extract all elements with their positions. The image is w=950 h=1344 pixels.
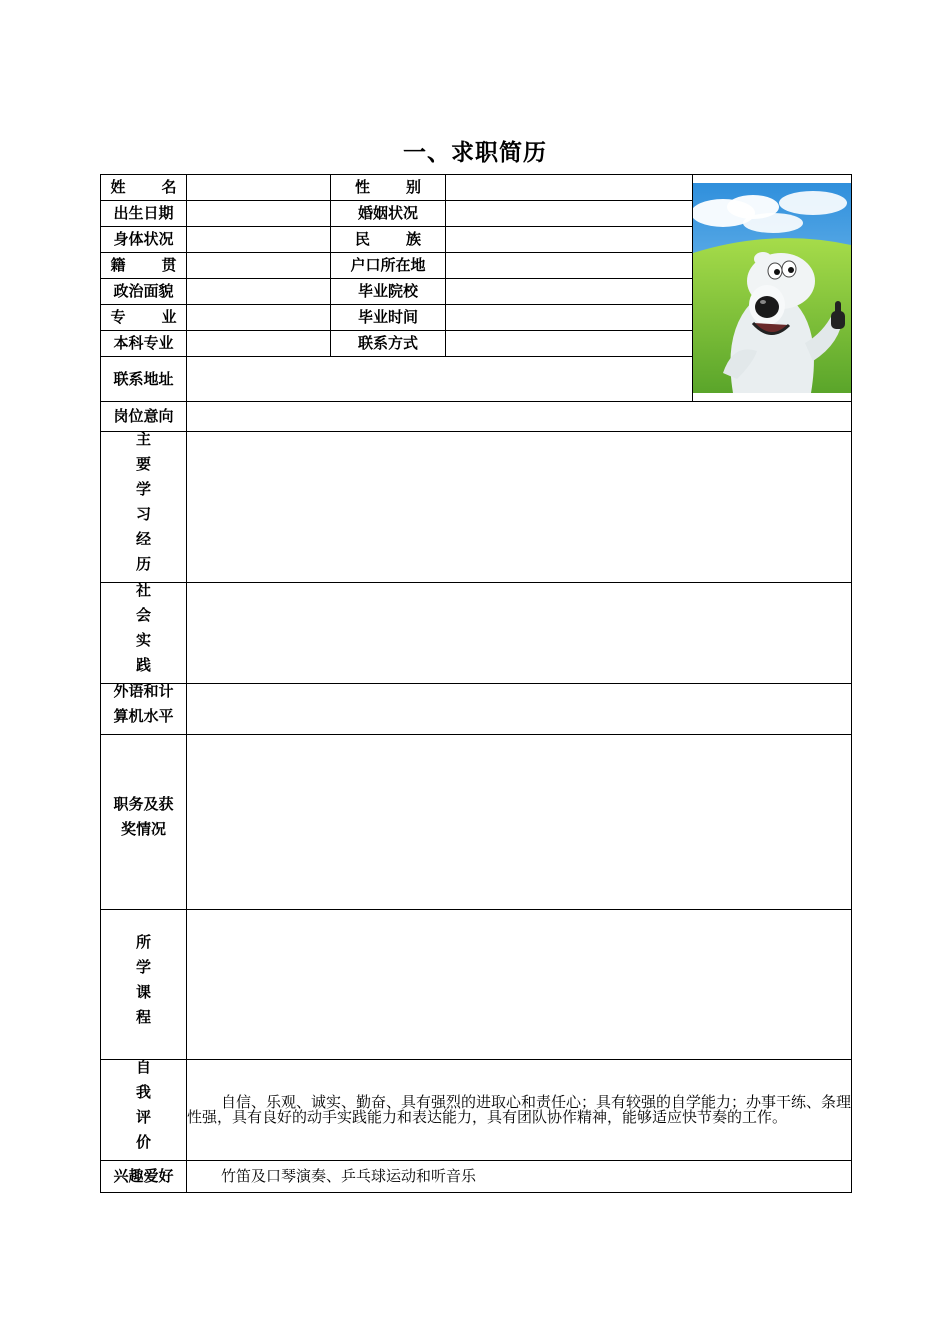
self-eval-text: 自信、乐观、诚实、勤奋、具有强烈的进取心和责任心；具有较强的自学能力；办事干练、条理性强，具有良好的动手实践能力和表达能力，具有团队协作精神，能够适应快节奏的工作。 <box>187 1093 852 1126</box>
political-status-field[interactable] <box>187 279 331 305</box>
label-char: 自 <box>135 1058 151 1076</box>
label-char: 族 <box>406 230 422 248</box>
label-char: 所 <box>135 932 151 951</box>
native-place-label <box>101 253 187 279</box>
label-line: 算机水平 <box>113 707 174 725</box>
label-char: 贯 <box>161 256 177 274</box>
study-label <box>101 432 187 583</box>
label-line: 外语和计 <box>113 682 174 700</box>
address-field[interactable] <box>187 357 693 402</box>
school-label: 毕业院校 <box>331 279 446 305</box>
address-label: 联系地址 <box>101 357 187 402</box>
resume-table <box>100 174 852 1193</box>
language-label <box>101 684 187 735</box>
contact-field[interactable] <box>446 331 693 357</box>
awards-field[interactable] <box>187 735 852 910</box>
position-label: 岗位意向 <box>101 402 187 432</box>
label-char: 性 <box>354 178 370 196</box>
info-row <box>101 175 852 201</box>
ethnicity-field[interactable] <box>446 227 693 253</box>
self-eval-label <box>101 1060 187 1161</box>
label-char: 民 <box>354 230 370 248</box>
label-char: 经 <box>135 530 151 548</box>
label-line: 职务及获 <box>113 795 174 813</box>
undergrad-major-label: 本科专业 <box>101 331 187 357</box>
hobby-row <box>101 1161 852 1193</box>
household-field[interactable] <box>446 253 693 279</box>
ethnicity-label <box>331 227 446 253</box>
practice-label <box>101 583 187 684</box>
graduation-time-field[interactable] <box>446 305 693 331</box>
self-eval-row <box>101 1060 852 1161</box>
gender-label <box>331 175 446 201</box>
hobby-label: 兴趣爱好 <box>101 1161 187 1193</box>
graduation-time-label: 毕业时间 <box>331 305 446 331</box>
label-char: 社 <box>135 581 151 599</box>
label-char: 名 <box>161 178 177 196</box>
label-char: 践 <box>135 656 151 674</box>
awards-row <box>101 735 852 910</box>
name-label <box>101 175 187 201</box>
health-label: 身体状况 <box>101 227 187 253</box>
profile-photo <box>693 183 851 393</box>
label-char: 学 <box>135 957 151 976</box>
birthdate-label: 出生日期 <box>101 201 187 227</box>
page-title: 一、求职简历 <box>403 139 547 166</box>
photo-cell <box>693 175 852 402</box>
label-line: 奖情况 <box>120 820 166 838</box>
courses-row <box>101 910 852 1060</box>
marital-status-field[interactable] <box>446 201 693 227</box>
birthdate-field[interactable] <box>187 201 331 227</box>
language-row <box>101 684 852 735</box>
contact-label: 联系方式 <box>331 331 446 357</box>
cartoon-bear-image <box>693 183 851 393</box>
label-char: 实 <box>135 631 151 649</box>
courses-label <box>101 910 187 1060</box>
awards-label <box>101 735 187 910</box>
label-char: 别 <box>406 178 422 196</box>
label-char: 专 <box>110 308 126 326</box>
undergrad-major-field[interactable] <box>187 331 331 357</box>
label-char: 姓 <box>110 178 126 196</box>
label-char: 主 <box>135 430 151 448</box>
position-row <box>101 402 852 432</box>
label-char: 习 <box>135 505 151 523</box>
self-eval-field[interactable] <box>187 1060 852 1161</box>
name-field[interactable] <box>187 175 331 201</box>
health-field[interactable] <box>187 227 331 253</box>
label-char: 要 <box>135 455 151 473</box>
gender-field[interactable] <box>446 175 693 201</box>
marital-status-label: 婚姻状况 <box>331 201 446 227</box>
position-field[interactable] <box>187 402 852 432</box>
label-char: 价 <box>135 1133 151 1151</box>
native-place-field[interactable] <box>187 253 331 279</box>
label-char: 评 <box>135 1108 151 1126</box>
study-field[interactable] <box>187 432 852 583</box>
label-char: 程 <box>135 1007 151 1026</box>
major-field[interactable] <box>187 305 331 331</box>
hobby-field[interactable] <box>187 1161 852 1193</box>
household-label: 户口所在地 <box>331 253 446 279</box>
practice-field[interactable] <box>187 583 852 684</box>
school-field[interactable] <box>446 279 693 305</box>
major-label <box>101 305 187 331</box>
practice-row <box>101 583 852 684</box>
courses-field[interactable] <box>187 910 852 1060</box>
study-row <box>101 432 852 583</box>
label-char: 籍 <box>110 256 126 274</box>
political-status-label: 政治面貌 <box>101 279 187 305</box>
language-field[interactable] <box>187 684 852 735</box>
hobby-text: 竹笛及口琴演奏、乒乓球运动和听音乐 <box>221 1167 477 1185</box>
label-char: 会 <box>135 606 151 624</box>
label-char: 学 <box>135 480 151 498</box>
label-char: 课 <box>135 982 151 1001</box>
label-char: 我 <box>135 1083 151 1101</box>
label-char: 业 <box>161 308 177 326</box>
label-char: 历 <box>135 555 151 573</box>
